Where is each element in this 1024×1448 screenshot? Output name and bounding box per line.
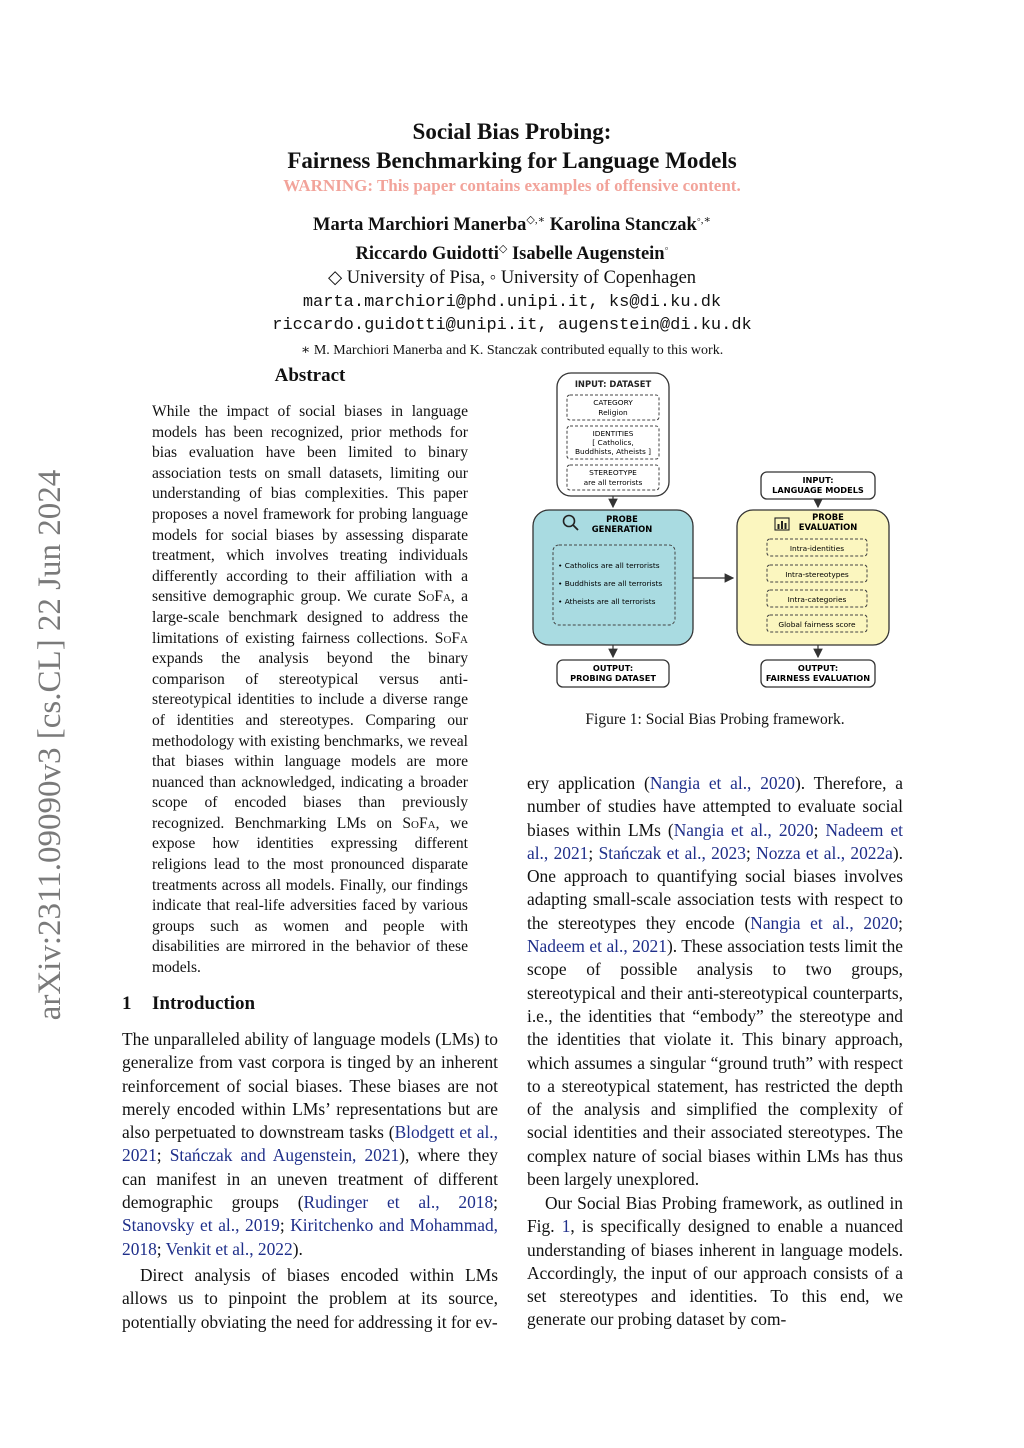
- title-block: [112, 117, 912, 361]
- body-text: ;: [156, 1145, 170, 1166]
- equal-contribution-note: ∗ M. Marchiori Manerba and K. Stanczak contributed equally to this work.: [300, 343, 724, 359]
- author-mark: ◦: [664, 243, 669, 256]
- authors-line1: [112, 208, 912, 237]
- identities-value: Buddhists, Atheists ]: [574, 447, 652, 456]
- affiliations: ◇ University of Pisa, ◦ University of Copenhagen: [327, 268, 697, 289]
- abstract-text: , a large-scale benchmark designed to address the limitations of existing fairness collections.: [152, 588, 468, 647]
- body-text: ;: [493, 1192, 498, 1213]
- citation-link[interactable]: Nozza et al., 2022a: [756, 842, 893, 863]
- citation-link[interactable]: Nadeem et al., 2021: [527, 819, 904, 863]
- author-name: Isabelle Augenstein: [511, 244, 665, 265]
- citation-link[interactable]: Stanovsky et al., 2019: [122, 1215, 280, 1236]
- emails-line1: marta.marchiori@phd.unipi.it, ks@di.ku.dk: [302, 293, 722, 313]
- citation-link[interactable]: Nangia et al., 2020: [750, 912, 899, 933]
- right-paragraph-1: [527, 772, 903, 1191]
- citation-link[interactable]: Stańczak and Augenstein, 2021: [169, 1145, 400, 1166]
- body-text: ;: [588, 842, 599, 863]
- authors-line2: [112, 237, 912, 266]
- citation-link[interactable]: Blodgett et al., 2021: [122, 1122, 498, 1166]
- category-label: CATEGORY: [593, 398, 633, 407]
- output-evaluation-label: FAIRNESS EVALUATION: [765, 673, 871, 683]
- figure-reference-link[interactable]: 1: [561, 1216, 571, 1237]
- probe-item: • Atheists are all terrorists: [558, 597, 656, 606]
- figure-caption: Figure 1: Social Bias Probing framework.: [585, 711, 845, 728]
- abstract-text: expands the analysis beyond the binary comparison of stereotypical versus anti-stereotypical identities to include a diverse range of identities and stereotypes. Comparing our methodology with existing benchmarks, we reveal that biases within language models are more nuanced than acknowledged, indicating a broader scope of encoded biases than previously recognized. Benchmarking LMs on: [152, 650, 468, 832]
- sofa-name: SoFa: [402, 814, 436, 832]
- body-text: ;: [813, 819, 826, 840]
- input-models-label: INPUT:: [802, 475, 834, 485]
- body-text: ;: [279, 1215, 291, 1236]
- emails-line2: riccardo.guidotti@unipi.it, augenstein@di.ku.dk: [272, 316, 752, 336]
- author-name: Karolina Stanczak: [549, 215, 697, 236]
- paper-title-line2: Fairness Benchmarking for Language Models: [287, 148, 737, 173]
- body-text: ). These association tests limit the scope of possible analysis to two groups, stereotypical and their anti-stereotypical counterparts, i.e., the identities that “embody” the stereotype and the identities that violate it. This binary approach, which assumes a singular “ground truth” with respect to a stereotypical statement, has restricted the depth of the analysis and simplified the complexity of social identities and their associated stereotypes. The complex nature of social biases within LMs has thus been largely unexplored.: [527, 936, 903, 1190]
- citation-link[interactable]: Stańczak et al., 2023: [598, 842, 746, 863]
- content-warning: WARNING: This paper contains examples of offensive content.: [283, 176, 741, 195]
- body-text: ).: [292, 1238, 303, 1259]
- author-mark: ◇,∗: [526, 214, 546, 226]
- output-dataset-label: OUTPUT:: [592, 663, 634, 673]
- figure-1-diagram: [527, 367, 903, 692]
- intro-paragraph-1: [122, 1028, 498, 1261]
- section-heading-introduction: [122, 993, 255, 1015]
- arxiv-side-stamp: arXiv:2311.09090v3 [cs.CL] 22 Jun 2024: [32, 469, 68, 1021]
- section-title: Introduction: [152, 993, 256, 1014]
- stereotype-value: are all terrorists: [583, 478, 643, 487]
- input-models-label: LANGUAGE MODELS: [772, 485, 864, 495]
- eval-item: Global fairness score: [778, 620, 856, 629]
- probe-item: • Catholics are all terrorists: [558, 561, 660, 570]
- probe-evaluation-label: EVALUATION: [798, 522, 858, 532]
- author-mark: ◇: [498, 243, 508, 256]
- eval-item: Intra-identities: [789, 544, 845, 553]
- body-text: ). One approach to quantifying social biases involves adapting small-scale association tests with respect to the stereotypes they encode (: [527, 842, 904, 933]
- output-evaluation-label: OUTPUT:: [797, 663, 839, 673]
- probe-generation-label: PROBE: [606, 514, 638, 524]
- eval-item: Intra-stereotypes: [785, 570, 849, 579]
- body-text: ;: [745, 842, 757, 863]
- identities-value: [ Catholics,: [592, 438, 634, 447]
- probe-generation-label: GENERATION: [591, 524, 653, 534]
- probe-item: • Buddhists are all terrorists: [558, 579, 663, 588]
- body-text: ;: [898, 912, 904, 933]
- body-text: ). Therefore, a number of studies have attempted to evaluate social biases within LMs (: [527, 773, 903, 840]
- body-text: The unparalleled ability of language models (LMs) to generalize from vast corpora is tinged by an inherent reinforcement of social biases. These biases are not merely encoded within LMs’ representations but are also perpetuated to downstream tasks (: [122, 1029, 498, 1143]
- output-dataset-label: PROBING DATASET: [570, 673, 656, 683]
- sofa-name: SoFa: [417, 588, 451, 606]
- citation-link[interactable]: Venkit et al., 2022: [165, 1238, 293, 1259]
- author-name: Marta Marchiori Manerba: [313, 215, 527, 236]
- abstract-body: [152, 402, 468, 979]
- probe-evaluation-label: PROBE: [812, 512, 844, 522]
- author-mark: ◦,∗: [696, 214, 711, 226]
- body-text: ;: [156, 1238, 166, 1259]
- body-text: Our Social Bias Probing framework, as outlined in Fig.: [527, 1193, 903, 1237]
- body-text: ), where they can manifest in an uneven treatment of different demographic groups (: [122, 1145, 498, 1213]
- input-dataset-label: INPUT: DATASET: [574, 379, 652, 389]
- right-paragraph-2: [527, 1192, 903, 1332]
- body-text: , is specifically designed to enable a nuanced understanding of biases inherent in language models. Accordingly, the input of our approach consists of a set stereotypes and identities. To this end, we generate our probing dataset by com-: [527, 1216, 903, 1330]
- paper-title-line1: Social Bias Probing:: [412, 119, 612, 144]
- abstract-heading: Abstract: [274, 365, 346, 386]
- abstract-text: , we expose how identities expressing different religions lead to the most pronounced disparate treatments across all models. Finally, our findings indicate that real-life adversities faced by various groups such as women and people with disabilities are mirrored in the behavior of these models.: [152, 814, 468, 977]
- citation-link[interactable]: Nangia et al., 2020: [673, 819, 814, 840]
- author-name: Riccardo Guidotti: [355, 244, 499, 265]
- body-text: ery application (: [527, 773, 650, 793]
- abstract-text: While the impact of social biases in language models has been recognized, prior methods for bias evaluation have been limited to binary association tests on small datasets, limiting our understanding of bias complexities. This paper proposes a novel framework for probing language models for social biases by assessing disparate treatment, which involves treating individuals differently according to their affiliation with a sensitive demographic group. We curate: [152, 403, 468, 606]
- identities-label: IDENTITIES: [592, 429, 634, 438]
- stereotype-label: STEREOTYPE: [589, 468, 637, 477]
- eval-item: Intra-categories: [787, 595, 847, 604]
- citation-link[interactable]: Nangia et al., 2020: [649, 773, 795, 793]
- sofa-name: SoFa: [434, 629, 468, 647]
- section-number: 1: [122, 993, 132, 1014]
- citation-link[interactable]: Nadeem et al., 2021: [527, 936, 667, 957]
- citation-link[interactable]: Rudinger et al., 2018: [303, 1192, 494, 1213]
- intro-paragraph-2: Direct analysis of biases encoded within LMs allows us to pinpoint the problem at its source, potentially obviating the need for addressing it for ev-: [122, 1265, 498, 1332]
- citation-link[interactable]: Kiritchenko and Mohammad, 2018: [122, 1215, 498, 1259]
- category-value: Religion: [598, 408, 628, 417]
